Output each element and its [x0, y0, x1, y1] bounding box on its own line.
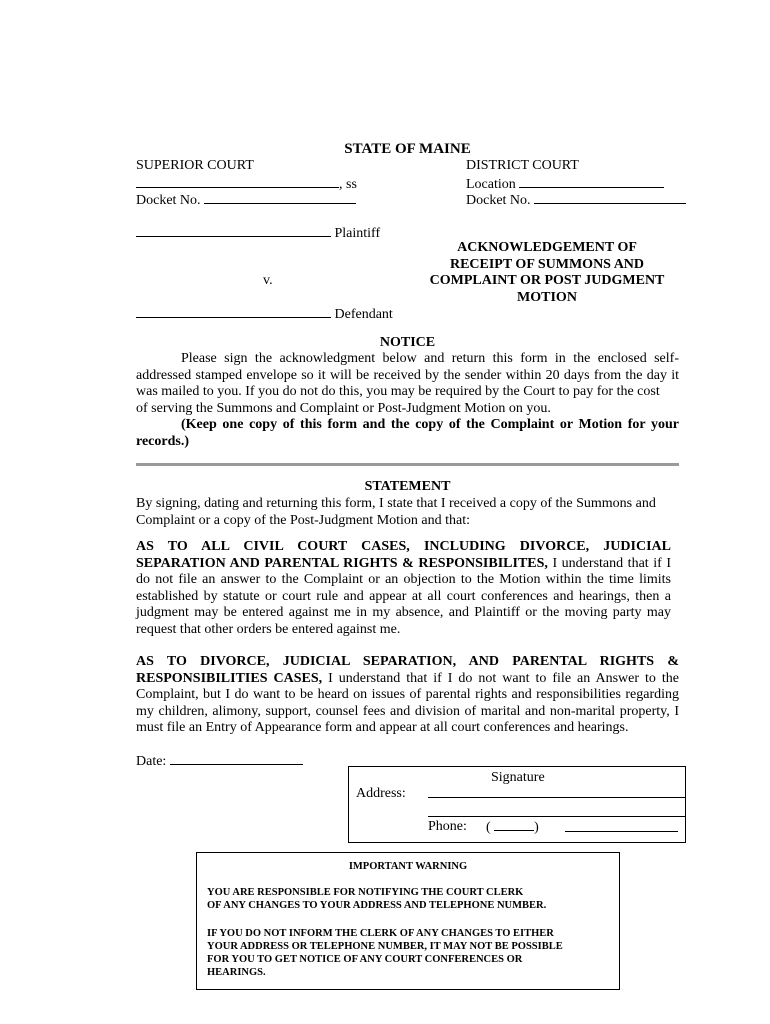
- phone-number-blank[interactable]: [565, 831, 678, 832]
- plaintiff-blank[interactable]: [136, 224, 331, 237]
- docket-blank-left[interactable]: [204, 191, 356, 204]
- location-blank[interactable]: [519, 175, 664, 188]
- warning-title: IMPORTANT WARNING: [348, 861, 468, 872]
- phone-paren-close: ): [534, 820, 539, 835]
- superior-court-label: SUPERIOR COURT: [136, 158, 254, 173]
- docket-line-left: [136, 191, 356, 210]
- warning-line: IF YOU DO NOT INFORM THE CLERK OF ANY CHANGES TO EITHER: [207, 928, 554, 939]
- divorce-cases-paragraph: [136, 654, 679, 737]
- signature-label: Signature: [491, 770, 545, 785]
- statement-intro-line: Complaint or a copy of the Post-Judgment Motion and that:: [136, 512, 471, 528]
- statement-intro-line: By signing, dating and returning this form, I state that I received a copy of the Summons and: [136, 496, 656, 511]
- civil-cases-line: request that other orders be entered against me.: [136, 621, 401, 637]
- plaintiff-line: [136, 224, 380, 243]
- divorce-cases-bold-line: AS TO DIVORCE, JUDICIAL SEPARATION, AND PARENTAL RIGHTS &: [136, 654, 679, 669]
- divorce-cases-line: Complaint, but I do want to be heard on issues of parental rights and responsibilities regarding: [136, 687, 679, 702]
- docket-label-right: Docket No.: [466, 193, 531, 208]
- civil-cases-bold-line: SEPARATION AND PARENTAL RIGHTS & RESPONSIBILITES,: [136, 555, 548, 571]
- phone-paren-open: (: [486, 820, 491, 835]
- signature-address-line-1[interactable]: [428, 797, 685, 798]
- document-title: [417, 240, 677, 306]
- civil-cases-line: established by statute or court rule and appear at all court conferences and hearings, then a: [136, 588, 671, 604]
- document-title-line: COMPLAINT OR POST JUDGMENT: [429, 273, 665, 288]
- warning-line: YOUR ADDRESS OR TELEPHONE NUMBER, IT MAY NOT BE POSSIBLE: [207, 941, 563, 952]
- docket-line-right: [466, 191, 686, 210]
- date-line: [136, 752, 303, 771]
- notice-line: of serving the Summons and Complaint or Post-Judgment Motion on you.: [136, 400, 551, 416]
- keep-copy-line: (Keep one copy of this form and the copy of the Complaint or Motion for your: [181, 417, 679, 432]
- divorce-cases-line: must file an Entry of Appearance form and appear at all court conferences and hearings.: [136, 720, 629, 735]
- civil-cases-bold-line: AS TO ALL CIVIL COURT CASES, INCLUDING DIVORCE, JUDICIAL: [136, 539, 671, 554]
- warning-line: YOU ARE RESPONSIBLE FOR NOTIFYING THE COURT CLERK: [207, 887, 524, 898]
- defendant-label: Defendant: [334, 307, 393, 322]
- divorce-cases-text: I understand that if I do not want to file an Answer to the: [322, 670, 679, 686]
- notice-line: was mailed to you. If you do not do this, you may be required by the Court to pay for the cost: [136, 384, 660, 399]
- warning-line: FOR YOU TO GET NOTICE OF ANY COURT CONFERENCES OR: [207, 954, 523, 965]
- plaintiff-label: Plaintiff: [334, 226, 381, 241]
- statement-heading: STATEMENT: [364, 479, 451, 494]
- notice-line: addressed stamped envelope so it will be received by the sender within 20 days from the day it: [136, 367, 679, 383]
- versus-label: v.: [263, 273, 273, 288]
- address-line-2[interactable]: [428, 816, 685, 817]
- signature-box: [348, 766, 686, 843]
- phone-label: Phone:: [428, 819, 467, 834]
- civil-cases-line: judgment may be entered against me in my absence, and Plaintiff or the moving party may: [136, 605, 671, 620]
- notice-heading: NOTICE: [379, 335, 436, 350]
- defendant-blank[interactable]: [136, 305, 331, 318]
- warning-line: OF ANY CHANGES TO YOUR ADDRESS AND TELEPHONE NUMBER.: [207, 900, 547, 911]
- date-label: Date:: [136, 754, 167, 769]
- docket-label-left: Docket No.: [136, 193, 201, 208]
- civil-cases-paragraph: [136, 539, 671, 638]
- civil-cases-line: do not file an answer to the Complaint or an objection to the Motion within the time limits: [136, 572, 671, 587]
- document-heading: STATE OF MAINE: [344, 141, 471, 157]
- district-court-label: DISTRICT COURT: [466, 158, 579, 173]
- document-title-line: RECEIPT OF SUMMONS AND: [449, 256, 645, 272]
- phone-area-code: [486, 819, 539, 837]
- document-title-line: ACKNOWLEDGEMENT OF: [457, 240, 637, 255]
- document-title-line: MOTION: [517, 289, 577, 305]
- county-blank[interactable]: [136, 175, 339, 188]
- defendant-line: [136, 305, 393, 324]
- ss-label: , ss: [339, 177, 357, 192]
- phone-area-code-blank[interactable]: [494, 819, 534, 831]
- date-blank[interactable]: [170, 752, 303, 765]
- address-label: Address:: [356, 786, 406, 801]
- important-warning-box: [196, 852, 620, 990]
- divorce-cases-bold-line: RESPONSIBILITIES CASES,: [136, 670, 323, 686]
- location-label: Location: [466, 177, 516, 192]
- keep-copy-line: records.): [136, 433, 189, 449]
- notice-body: [136, 351, 679, 450]
- docket-blank-right[interactable]: [534, 191, 686, 204]
- civil-cases-text: I understand that if I: [547, 555, 672, 571]
- divorce-cases-line: my children, alimony, support, counsel fees and division of marital and non-marital property, I: [136, 703, 679, 719]
- statement-intro: [136, 496, 679, 529]
- section-divider: [136, 463, 679, 466]
- notice-line: Please sign the acknowledgment below and return this form in the enclosed self-: [181, 351, 679, 366]
- warning-line: HEARINGS.: [207, 967, 266, 978]
